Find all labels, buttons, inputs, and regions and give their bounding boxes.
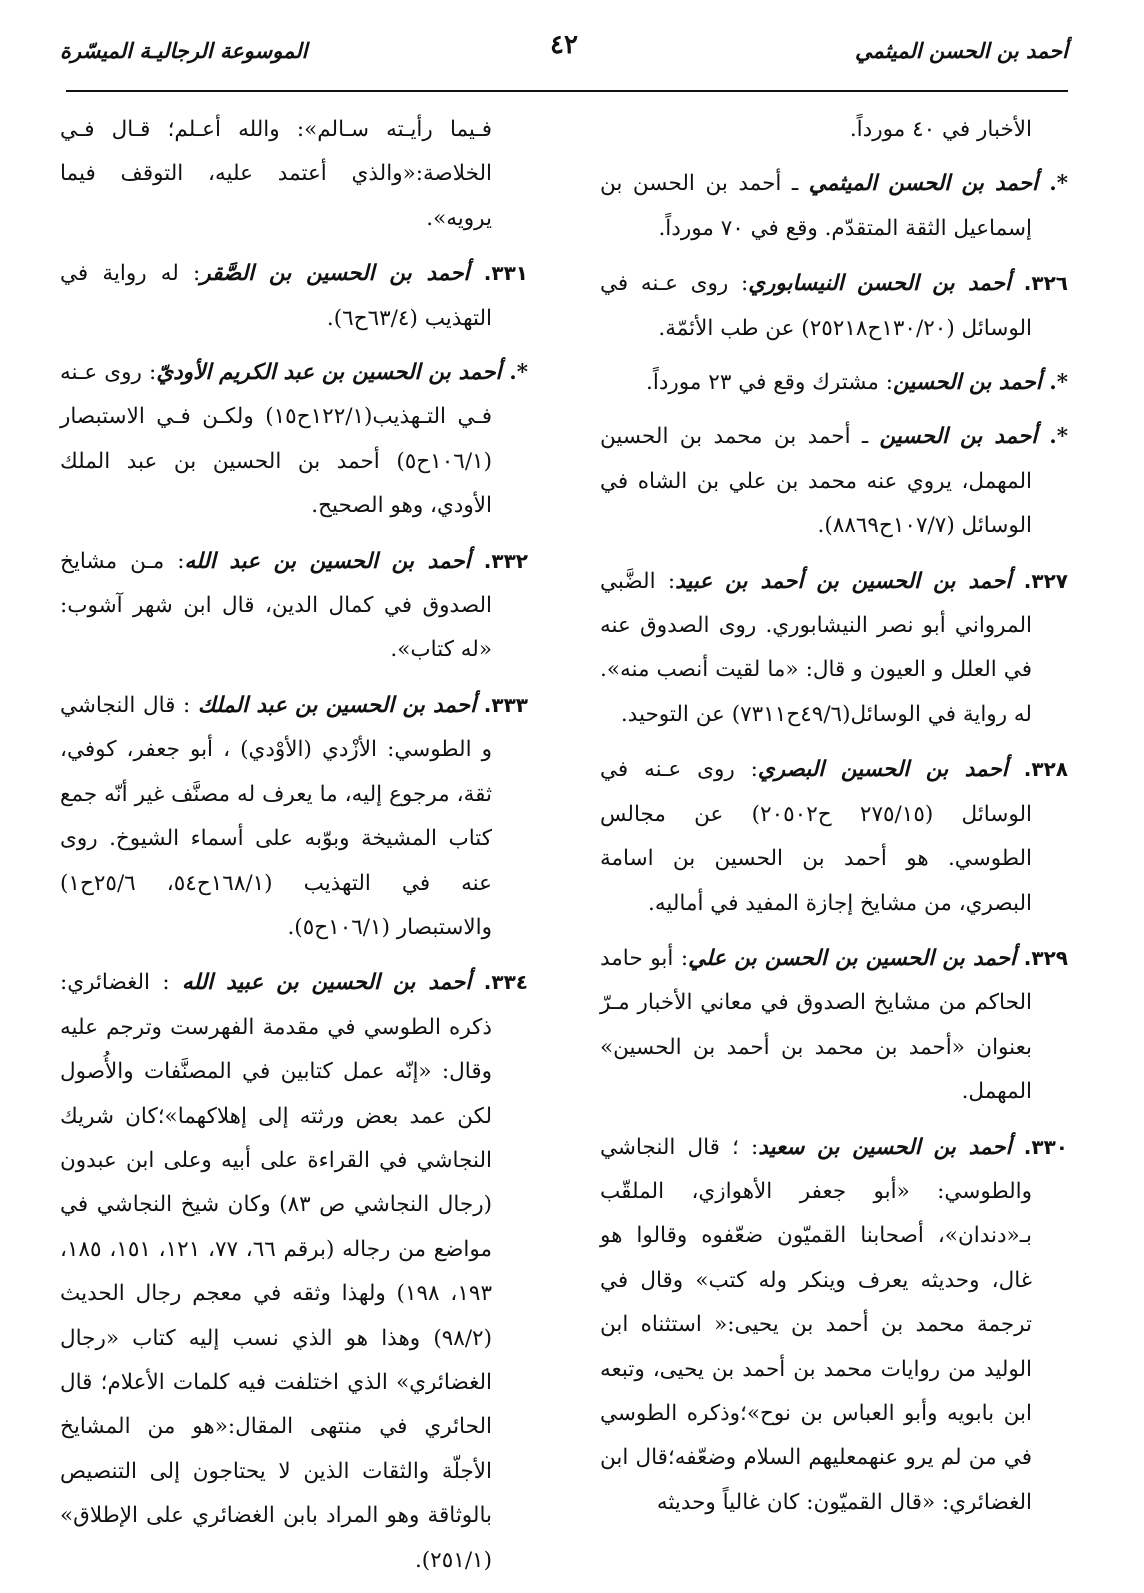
entry-text: الأخبار في ٤٠ مورداً. (849, 117, 1032, 142)
entry-number: ٣٣٠. (1011, 1134, 1069, 1159)
entry-number: ٣٢٧. (1011, 568, 1069, 593)
running-title-left: الموسوعة الرجاليـة الميسّرة (60, 38, 308, 63)
entry-number: ٣٣٤. (471, 970, 528, 995)
entry-number: *. (501, 360, 529, 386)
entry (60, 683, 528, 950)
entry-number: ٣٣١. (469, 261, 528, 286)
narrator-name: أحمد بن الحسن الميثمي (808, 171, 1039, 197)
entry (60, 351, 528, 529)
entry (600, 1125, 1068, 1526)
narrator-name: أحمد بن الحسين بن عبد الله (184, 548, 471, 574)
entry (600, 415, 1068, 548)
entry (60, 960, 528, 1583)
entry-text: : روى عـنه في الوسائل (١٣٠/٢٠ح٢٥٢١٨) عن طب الأئمّة. (600, 271, 1032, 341)
entry-text: : ؛ قال النجاشي والطوسي: «أبو جعفر الأهوازي، الملقّب بـ«دندان»، أصحابنا القميّون ضعّفوه وقالوا هو غال، وحديثه يعرف وينكر وله كتب» وقال في ترجمة محمد بن أحمد بن يحيى:« استثناه ابن الوليد من روايات محمد بن أحمد بن يحيى، وتبعه ابن بابويه وأبو العباس بن نوح»؛وذكره الطوسي في من لم يرو عنهمعليهم السلام وضعّفه؛قال ابن الغضائري: «قال القميّون: كان غالياً وحديثه (600, 1134, 1032, 1515)
entry-text: : الضَّبي المرواني أبو نصر النيشابوري. روى الصدوق عنه في العلل و العيون و قال: «ما لقيت أنصب منه». له رواية في الوسائل(٤٩/٦ح٧٣١١) عن التوحيد. (600, 568, 1032, 727)
entry-number: ٣٢٩. (1016, 945, 1068, 970)
entry (60, 539, 528, 673)
narrator-name: أحمد بن الحسين بن عبد الكريم الأوديّ (156, 360, 502, 386)
entry-text: : مشترك وقع في ٢٣ مورداً. (646, 370, 894, 396)
narrator-name: أحمد بن الحسين بن الحسن بن علي (688, 945, 1017, 971)
entry-text: ـ أحمد بن محمد بن الحسين المهمل، يروي عنه محمد بن علي بن الشاه في الوسائل (١٠٧/٧ح٨٨٦٩). (600, 424, 1032, 539)
entry (600, 747, 1068, 926)
narrator-name: أحمد بن الحسين بن الصَّقر (200, 261, 470, 287)
entry-text: : روى عـنه في الوسائل (٢٧٥/١٥ ح٢٠٥٠٢) عن مجالس الطوسي. هو أحمد بن الحسين بن اسامة البصري، من مشايخ إجازة المفيد في أماليه. (600, 757, 1032, 916)
entry-text: ـ أحمد بن الحسن بن إسماعيل الثقة المتقدّم. وقع في ٧٠ مورداً. (600, 171, 1032, 241)
narrator-name: أحمد بن الحسين بن أحمد بن عبيد (675, 568, 1012, 594)
entry-number: ٣٣٢. (470, 548, 529, 573)
narrator-name: أحمد بن الحسن النيسابوري (748, 271, 1011, 297)
entry-number: *. (1037, 424, 1068, 450)
entry-text: فـيما رأيـته سـالم»: والله أعـلم؛ قـال فـي الخلاصة:«والذي أعتمد عليه، التوقف فيما يرويه». (60, 117, 492, 231)
entry (600, 936, 1068, 1115)
entry-number: ٣٢٨. (1007, 757, 1068, 782)
entry-number: ٣٣٣. (476, 692, 528, 717)
entry-text: : أبو حامد الحاكم من مشايخ الصدوق في معاني الأخبار مـرّ بعنوان «أحمد بن محمد بن أحمد بن الحسين» المهمل. (600, 945, 1032, 1105)
narrator-name: أحمد بن الحسين البصري (757, 757, 1008, 783)
narrator-name: أحمد بن الحسين بن عبيد الله (181, 970, 472, 996)
running-title-right: أحمد بن الحسن الميثمي (855, 38, 1068, 63)
entry (60, 251, 528, 341)
left-column (60, 108, 528, 1593)
entry-text: : له رواية في التهذيب (٦٣/٤ح٦). (60, 261, 492, 331)
narrator-name: أحمد بن الحسين بن عبد الملك (197, 692, 477, 718)
page-header (60, 28, 1068, 88)
entry-number: *. (1041, 370, 1068, 396)
entry-text: : مـن مشايخ الصدوق في كمال الدين، قال ابن شهر آشوب: «له كتاب». (60, 548, 492, 663)
entry (600, 162, 1068, 251)
entry-text: : الغضائري: ذكره الطوسي في مقدمة الفهرست وترجم عليه وقال: «إنّه عمل كتابين في المصنَّفات والأُصول لكن عمد بعض ورثته إلى إهلاكهما»؛كان شريك النجاشي في القراءة على أبيه وعلى ابن عبدون (رجال النجاشي ص ٨٣) وكان شيخ النجاشي في مواضع من رجاله (برقم ٦٦، ٧٧، ١٢١، ١٥١، ١٨٥، ١٩٣، ١٩٨) ولهذا وثقه في معجم رجال الحديث (٩٨/٢) وهذا هو الذي نسب إليه كتاب «رجال الغضائري» الذي اختلفت فيه كلمات الأعلام؛ قال الحائري في منتهى المقال:«هو من المشايخ الأجلّة والثقات الذين لا يحتاجون إلى التنصيص بالوثاقة وهو المراد بابن الغضائري على الإطلاق» (٢٥١/١). (60, 970, 493, 1573)
page-number: ٤٢ (550, 30, 578, 60)
entry (60, 108, 528, 241)
right-column (600, 108, 1068, 1535)
header-divider (66, 90, 1068, 92)
entry-text: : قال النجاشي و الطوسي: الأزْدي (الأوْدي) ، أبو جعفر، كوفي، ثقة، مرجوع إليه، ما يعرف له مصنَّف غير أنّه جمع كتاب المشيخة وبوّبه على أسماء الشيوخ. روى عنه في التهذيب (١٦٨/١ح٥٤، ٢٥/٦ح١) والاستبصار (١٠٦/١ح٥). (60, 692, 492, 940)
entry-number: *. (1038, 171, 1068, 197)
entry (600, 261, 1068, 351)
entry (600, 361, 1068, 405)
entry-number: ٣٢٦. (1010, 271, 1068, 296)
narrator-name: أحمد بن الحسين (879, 424, 1038, 450)
narrator-name: أحمد بن الحسين (893, 370, 1042, 396)
entry (600, 108, 1068, 152)
entry-text: : روى عـنه فـي التـهذيب(١٢٢/١ح١٥) ولكـن فـي الاستبصار (١٠٦/١ح٥) أحمد بن الحسين بن عبد الملك الأودي، وهو الصحيح. (60, 360, 492, 519)
narrator-name: أحمد بن الحسين بن سعيد (758, 1134, 1012, 1160)
entry (600, 559, 1068, 738)
